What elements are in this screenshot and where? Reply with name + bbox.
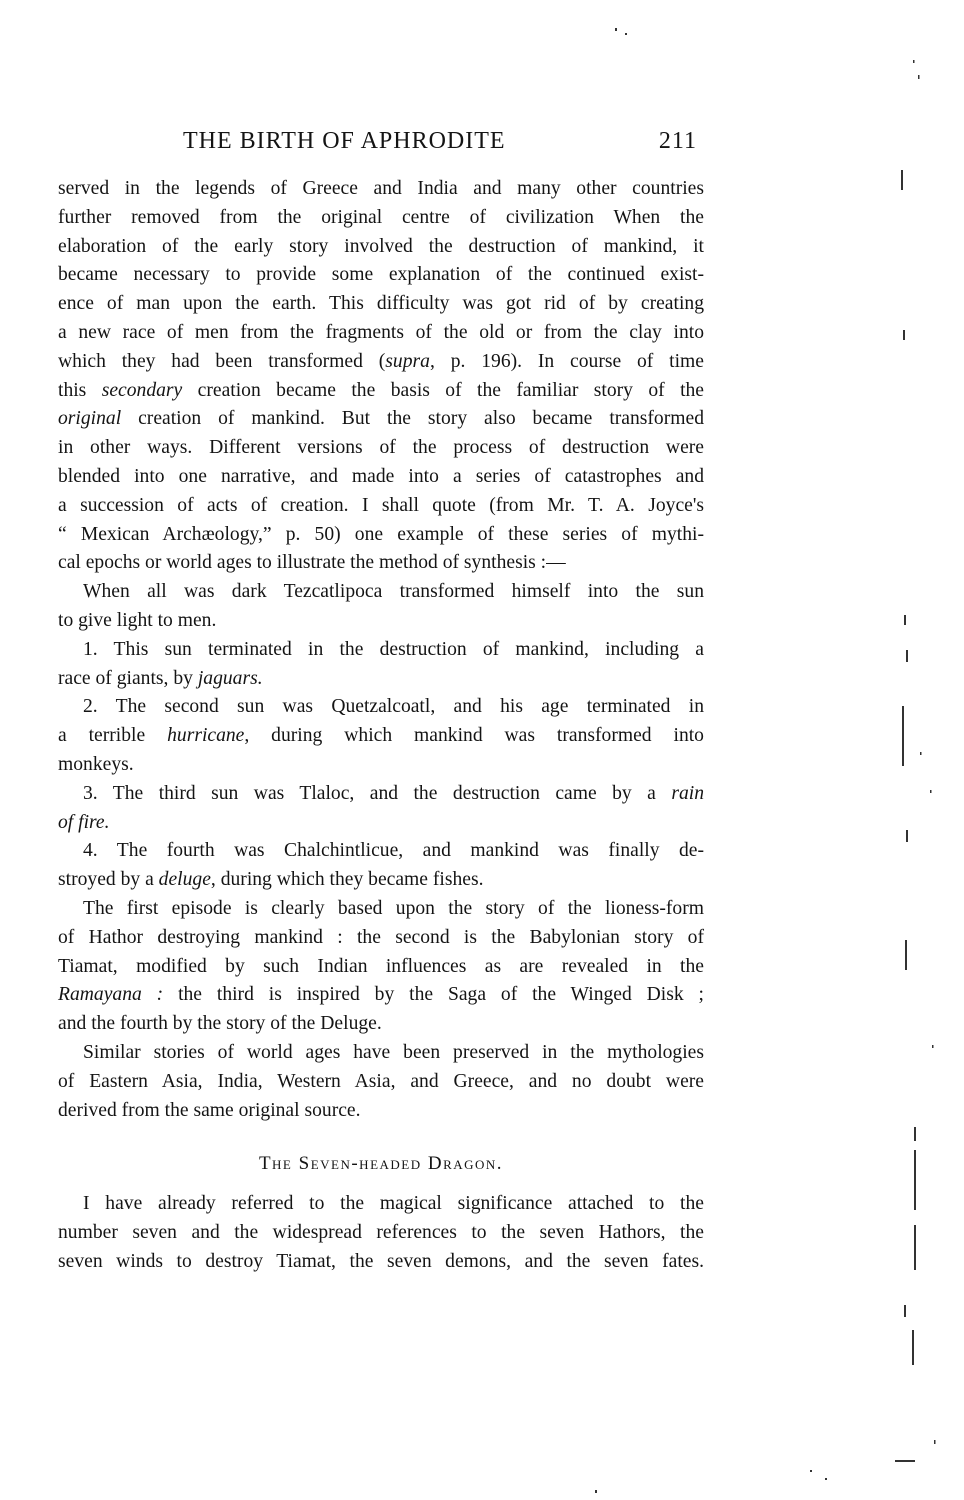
text-line: Similar stories of world ages have been preserved in the mythologies — [83, 1041, 704, 1063]
text-line: “ Mexican Archæology,” p. 50) one example of these series of mythi- — [58, 523, 704, 545]
list-item — [58, 636, 704, 694]
text-line: and the fourth by the story of the Deluge. — [58, 1013, 382, 1035]
section-body — [58, 1190, 704, 1276]
scan-speck — [903, 330, 905, 340]
text-run: this — [58, 379, 102, 401]
text-line — [58, 665, 704, 694]
text-line — [58, 981, 704, 1010]
text-run: 3. The third sun was Tlaloc, and the destruction came by a — [83, 782, 672, 804]
text-line: in other ways. Different versions of the process of destruction were — [58, 437, 704, 459]
scan-speck — [905, 940, 907, 970]
scan-speck — [901, 170, 903, 190]
scan-speck — [914, 1150, 916, 1210]
text-line: ence of man upon the earth. This difficulty was got rid of by creating — [58, 293, 704, 315]
text-line: derived from the same original source. — [58, 1099, 361, 1121]
text-line: to give light to men. — [58, 609, 217, 631]
page-number: 211 — [658, 128, 697, 154]
italic-text: jaguars. — [197, 667, 263, 689]
scan-speck — [810, 1470, 812, 1472]
text-line: a new race of men from the fragments of the old or from the clay into — [58, 321, 704, 343]
text-line: monkeys. — [58, 753, 134, 775]
text-run: race of giants, by — [58, 667, 198, 689]
paragraph-continued — [58, 175, 704, 578]
text-run: stroyed by a — [58, 869, 159, 891]
scan-speck — [932, 1045, 934, 1048]
italic-text: of fire. — [58, 811, 110, 833]
text-line: of Hathor destroying mankind : the second is the Babylonian story of — [58, 926, 704, 948]
text-line: I have already referred to the magical significance attached to the — [83, 1193, 704, 1214]
list-item — [58, 837, 704, 895]
text-line: of Eastern Asia, India, Western Asia, and Greece, and no doubt were — [58, 1070, 704, 1092]
text-line: a succession of acts of creation. I shall quote (from Mr. T. A. Joyce's — [58, 494, 704, 516]
italic-text: deluge — [158, 869, 211, 891]
scan-speck — [625, 33, 627, 35]
section-heading: The Seven-headed Dragon. — [258, 1153, 504, 1174]
italic-text: rain — [671, 782, 704, 804]
text-run: creation of mankind. But the story also became transformed — [121, 408, 704, 430]
running-title: THE BIRTH OF APHRODITE — [183, 128, 506, 154]
scan-speck — [912, 1330, 914, 1365]
scan-speck — [906, 650, 908, 662]
text-line: elaboration of the early story involved the destruction of mankind, it — [58, 235, 704, 257]
text-line: 2. The second sun was Quetzalcoatl, and his age terminated in — [83, 696, 704, 718]
body-text — [58, 175, 704, 1125]
scan-speck — [914, 1127, 916, 1141]
text-line: number seven and the widespread references to the seven Hathors, the — [58, 1221, 704, 1243]
scan-speck — [920, 752, 922, 755]
text-line — [58, 722, 704, 751]
text-line: served in the legends of Greece and India and many other countries — [58, 178, 704, 199]
quote-intro — [58, 578, 704, 636]
scan-speck — [595, 1490, 597, 1493]
paragraph — [58, 895, 704, 1039]
scan-speck — [825, 1478, 827, 1480]
text-line — [58, 780, 704, 809]
scan-speck — [930, 790, 932, 793]
text-run: the third is inspired by the Saga of the Winged Disk ; — [163, 984, 704, 1006]
text-run: which they had been transformed ( — [58, 350, 386, 372]
text-line: blended into one narrative, and made into a series of catastrophes and — [58, 465, 704, 487]
scan-speck — [904, 1305, 906, 1317]
text-line: cal epochs or world ages to illustrate the method of synthesis :— — [58, 552, 566, 574]
text-run: a terrible — [58, 725, 168, 747]
italic-text: original — [58, 408, 122, 430]
text-line — [58, 866, 704, 895]
scan-speck — [913, 60, 915, 63]
scan-speck — [906, 830, 908, 842]
text-line: The first episode is clearly based upon the story of the lioness-form — [83, 897, 704, 919]
text-line: When all was dark Tezcatlipoca transformed himself into the sun — [83, 581, 704, 603]
text-run: , during which mankind was transformed into — [244, 725, 704, 747]
text-line: 4. The fourth was Chalchintlicue, and mankind was finally de- — [83, 840, 704, 862]
paragraph — [58, 1039, 704, 1125]
text-run: creation became the basis of the familiar story of the — [182, 379, 704, 401]
text-line — [58, 809, 704, 838]
italic-text: hurricane — [167, 725, 245, 747]
scan-speck — [615, 28, 617, 31]
scan-speck — [918, 75, 920, 79]
text-line: further removed from the original centre of civilization When the — [58, 206, 704, 228]
text-line: became necessary to provide some explanation of the continued exist- — [58, 264, 704, 286]
list-item — [58, 780, 704, 838]
text-run: , during which they became fishes. — [210, 869, 484, 891]
list-item — [58, 693, 704, 779]
scan-speck — [914, 1225, 916, 1270]
text-line — [58, 348, 704, 377]
scan-speck — [934, 1440, 936, 1444]
text-line — [58, 377, 704, 406]
running-head — [183, 128, 703, 160]
italic-text: secondary — [101, 379, 183, 401]
text-line: 1. This sun terminated in the destruction of mankind, including a — [83, 638, 704, 660]
italic-text: Ramayana : — [58, 984, 164, 1006]
italic-text: supra — [385, 350, 430, 372]
scan-speck — [904, 615, 906, 625]
text-run: , p. 196). In course of time — [429, 350, 704, 372]
scan-speck — [902, 706, 904, 766]
scan-speck — [895, 1460, 915, 1462]
text-line — [58, 405, 704, 434]
text-line: Tiamat, modified by such Indian influences as are revealed in the — [58, 955, 704, 977]
text-line: seven winds to destroy Tiamat, the seven demons, and the seven fates. — [58, 1250, 704, 1272]
